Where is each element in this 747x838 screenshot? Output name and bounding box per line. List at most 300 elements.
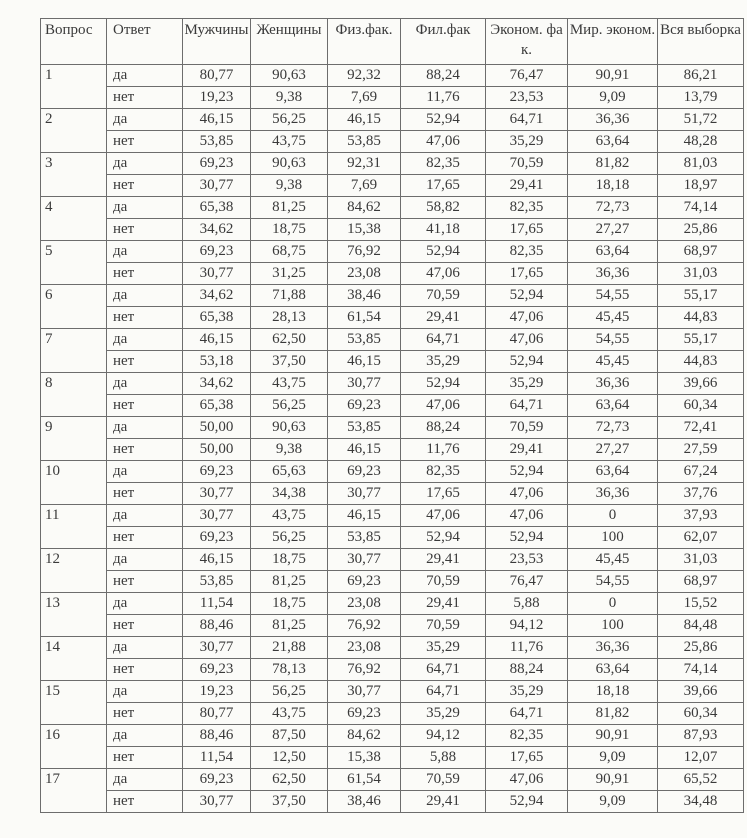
value-cell-men: 11,54 [183, 747, 251, 769]
value-cell-total-sample: 37,76 [658, 483, 744, 505]
value-cell-world-economy: 27,27 [568, 219, 658, 241]
value-cell-total-sample: 31,03 [658, 263, 744, 285]
value-cell-economics: 70,59 [486, 153, 568, 175]
value-cell-men: 80,77 [183, 703, 251, 725]
value-cell-men: 34,62 [183, 285, 251, 307]
value-cell-physics: 23,08 [328, 637, 401, 659]
answer-cell: да [107, 373, 183, 395]
value-cell-men: 69,23 [183, 527, 251, 549]
answer-cell: да [107, 505, 183, 527]
value-cell-world-economy: 90,91 [568, 65, 658, 87]
value-cell-total-sample: 87,93 [658, 725, 744, 747]
answer-cell: да [107, 109, 183, 131]
value-cell-men: 69,23 [183, 769, 251, 791]
value-cell-philology: 70,59 [401, 615, 486, 637]
value-cell-women: 43,75 [251, 131, 328, 153]
table-row [41, 87, 744, 109]
question-number-cell: 1 [41, 65, 107, 109]
value-cell-economics: 35,29 [486, 681, 568, 703]
table-row [41, 351, 744, 373]
value-cell-economics: 88,24 [486, 659, 568, 681]
value-cell-philology: 47,06 [401, 395, 486, 417]
question-number-cell: 12 [41, 549, 107, 593]
value-cell-men: 53,85 [183, 571, 251, 593]
value-cell-total-sample: 68,97 [658, 571, 744, 593]
value-cell-economics: 47,06 [486, 307, 568, 329]
table-row [41, 725, 744, 747]
table-row [41, 373, 744, 395]
value-cell-physics: 46,15 [328, 109, 401, 131]
table-row [41, 109, 744, 131]
question-number-cell: 3 [41, 153, 107, 197]
value-cell-economics: 52,94 [486, 285, 568, 307]
value-cell-philology: 47,06 [401, 505, 486, 527]
answer-cell: да [107, 593, 183, 615]
value-cell-total-sample: 37,93 [658, 505, 744, 527]
value-cell-world-economy: 81,82 [568, 153, 658, 175]
answer-cell: нет [107, 791, 183, 813]
answer-cell: да [107, 681, 183, 703]
value-cell-women: 81,25 [251, 571, 328, 593]
value-cell-world-economy: 81,82 [568, 703, 658, 725]
value-cell-philology: 64,71 [401, 681, 486, 703]
value-cell-philology: 82,35 [401, 461, 486, 483]
value-cell-women: 81,25 [251, 197, 328, 219]
value-cell-world-economy: 0 [568, 593, 658, 615]
value-cell-women: 90,63 [251, 65, 328, 87]
answer-cell: да [107, 417, 183, 439]
header-answer: Ответ [107, 19, 183, 65]
value-cell-world-economy: 90,91 [568, 725, 658, 747]
value-cell-men: 50,00 [183, 439, 251, 461]
question-number-cell: 14 [41, 637, 107, 681]
value-cell-women: 9,38 [251, 87, 328, 109]
answer-cell: нет [107, 747, 183, 769]
table-row [41, 153, 744, 175]
value-cell-physics: 23,08 [328, 593, 401, 615]
value-cell-economics: 35,29 [486, 131, 568, 153]
question-number-cell: 2 [41, 109, 107, 153]
question-number-cell: 13 [41, 593, 107, 637]
value-cell-philology: 35,29 [401, 637, 486, 659]
value-cell-economics: 35,29 [486, 373, 568, 395]
value-cell-women: 56,25 [251, 109, 328, 131]
value-cell-philology: 52,94 [401, 109, 486, 131]
value-cell-women: 37,50 [251, 351, 328, 373]
value-cell-total-sample: 48,28 [658, 131, 744, 153]
value-cell-physics: 30,77 [328, 681, 401, 703]
table-row [41, 285, 744, 307]
value-cell-total-sample: 55,17 [658, 285, 744, 307]
value-cell-women: 71,88 [251, 285, 328, 307]
value-cell-economics: 64,71 [486, 395, 568, 417]
table-row [41, 65, 744, 87]
value-cell-philology: 88,24 [401, 417, 486, 439]
header-total-sample: Вся выборка [658, 19, 744, 65]
value-cell-men: 30,77 [183, 263, 251, 285]
value-cell-economics: 47,06 [486, 329, 568, 351]
value-cell-total-sample: 84,48 [658, 615, 744, 637]
value-cell-total-sample: 65,52 [658, 769, 744, 791]
value-cell-economics: 82,35 [486, 197, 568, 219]
value-cell-philology: 29,41 [401, 549, 486, 571]
value-cell-physics: 61,54 [328, 307, 401, 329]
value-cell-total-sample: 62,07 [658, 527, 744, 549]
value-cell-men: 30,77 [183, 637, 251, 659]
value-cell-philology: 17,65 [401, 483, 486, 505]
value-cell-economics: 82,35 [486, 241, 568, 263]
value-cell-world-economy: 36,36 [568, 373, 658, 395]
answer-cell: да [107, 725, 183, 747]
answer-cell: да [107, 329, 183, 351]
value-cell-philology: 88,24 [401, 65, 486, 87]
answer-cell: нет [107, 439, 183, 461]
value-cell-economics: 47,06 [486, 483, 568, 505]
value-cell-world-economy: 63,64 [568, 395, 658, 417]
value-cell-men: 65,38 [183, 307, 251, 329]
value-cell-world-economy: 72,73 [568, 197, 658, 219]
value-cell-women: 90,63 [251, 417, 328, 439]
answer-cell: нет [107, 307, 183, 329]
value-cell-physics: 76,92 [328, 615, 401, 637]
value-cell-economics: 17,65 [486, 747, 568, 769]
value-cell-economics: 17,65 [486, 263, 568, 285]
value-cell-philology: 11,76 [401, 87, 486, 109]
value-cell-women: 28,13 [251, 307, 328, 329]
value-cell-physics: 38,46 [328, 285, 401, 307]
table-row [41, 483, 744, 505]
answer-cell: нет [107, 703, 183, 725]
value-cell-world-economy: 27,27 [568, 439, 658, 461]
table-row [41, 241, 744, 263]
value-cell-world-economy: 36,36 [568, 109, 658, 131]
value-cell-men: 69,23 [183, 241, 251, 263]
value-cell-men: 80,77 [183, 65, 251, 87]
value-cell-physics: 15,38 [328, 219, 401, 241]
value-cell-women: 68,75 [251, 241, 328, 263]
header-philology: Фил.фак [401, 19, 486, 65]
value-cell-world-economy: 63,64 [568, 131, 658, 153]
value-cell-men: 11,54 [183, 593, 251, 615]
value-cell-world-economy: 36,36 [568, 483, 658, 505]
value-cell-philology: 29,41 [401, 791, 486, 813]
answer-cell: нет [107, 175, 183, 197]
value-cell-physics: 76,92 [328, 659, 401, 681]
value-cell-men: 69,23 [183, 153, 251, 175]
value-cell-total-sample: 60,34 [658, 703, 744, 725]
answer-cell: нет [107, 87, 183, 109]
answer-cell: да [107, 197, 183, 219]
value-cell-total-sample: 74,14 [658, 197, 744, 219]
value-cell-physics: 30,77 [328, 549, 401, 571]
answer-cell: да [107, 153, 183, 175]
value-cell-total-sample: 67,24 [658, 461, 744, 483]
value-cell-physics: 84,62 [328, 725, 401, 747]
value-cell-world-economy: 18,18 [568, 681, 658, 703]
answer-cell: нет [107, 615, 183, 637]
value-cell-total-sample: 60,34 [658, 395, 744, 417]
value-cell-world-economy: 45,45 [568, 307, 658, 329]
value-cell-philology: 52,94 [401, 241, 486, 263]
table-row [41, 791, 744, 813]
table-row [41, 637, 744, 659]
value-cell-physics: 76,92 [328, 241, 401, 263]
value-cell-philology: 82,35 [401, 153, 486, 175]
answer-cell: да [107, 549, 183, 571]
question-number-cell: 10 [41, 461, 107, 505]
value-cell-physics: 69,23 [328, 571, 401, 593]
answer-cell: нет [107, 483, 183, 505]
value-cell-world-economy: 36,36 [568, 637, 658, 659]
question-number-cell: 11 [41, 505, 107, 549]
value-cell-total-sample: 13,79 [658, 87, 744, 109]
value-cell-total-sample: 44,83 [658, 351, 744, 373]
table-row [41, 307, 744, 329]
value-cell-physics: 92,31 [328, 153, 401, 175]
table-row [41, 527, 744, 549]
value-cell-physics: 84,62 [328, 197, 401, 219]
value-cell-physics: 69,23 [328, 461, 401, 483]
value-cell-physics: 69,23 [328, 703, 401, 725]
value-cell-physics: 46,15 [328, 505, 401, 527]
table-row [41, 219, 744, 241]
value-cell-men: 88,46 [183, 615, 251, 637]
value-cell-total-sample: 81,03 [658, 153, 744, 175]
value-cell-men: 34,62 [183, 373, 251, 395]
value-cell-economics: 52,94 [486, 461, 568, 483]
value-cell-women: 21,88 [251, 637, 328, 659]
value-cell-total-sample: 39,66 [658, 681, 744, 703]
value-cell-men: 65,38 [183, 395, 251, 417]
value-cell-men: 88,46 [183, 725, 251, 747]
value-cell-economics: 82,35 [486, 725, 568, 747]
header-world-economy: Мир. эконом. [568, 19, 658, 65]
value-cell-men: 30,77 [183, 505, 251, 527]
value-cell-total-sample: 12,07 [658, 747, 744, 769]
answer-cell: да [107, 769, 183, 791]
value-cell-world-economy: 100 [568, 615, 658, 637]
value-cell-total-sample: 25,86 [658, 219, 744, 241]
value-cell-economics: 23,53 [486, 549, 568, 571]
value-cell-world-economy: 45,45 [568, 351, 658, 373]
value-cell-economics: 29,41 [486, 439, 568, 461]
value-cell-economics: 5,88 [486, 593, 568, 615]
table-row [41, 615, 744, 637]
table-row [41, 175, 744, 197]
value-cell-physics: 30,77 [328, 483, 401, 505]
question-number-cell: 4 [41, 197, 107, 241]
value-cell-world-economy: 9,09 [568, 747, 658, 769]
table-row [41, 571, 744, 593]
table-row [41, 417, 744, 439]
value-cell-women: 43,75 [251, 373, 328, 395]
value-cell-philology: 58,82 [401, 197, 486, 219]
question-number-cell: 6 [41, 285, 107, 329]
value-cell-women: 90,63 [251, 153, 328, 175]
value-cell-physics: 69,23 [328, 395, 401, 417]
value-cell-economics: 23,53 [486, 87, 568, 109]
value-cell-philology: 29,41 [401, 593, 486, 615]
value-cell-philology: 47,06 [401, 263, 486, 285]
value-cell-philology: 64,71 [401, 329, 486, 351]
table-row [41, 329, 744, 351]
header-physics: Физ.фак. [328, 19, 401, 65]
value-cell-physics: 53,85 [328, 131, 401, 153]
value-cell-world-economy: 18,18 [568, 175, 658, 197]
answer-cell: да [107, 65, 183, 87]
value-cell-philology: 52,94 [401, 527, 486, 549]
answer-cell: да [107, 637, 183, 659]
value-cell-women: 81,25 [251, 615, 328, 637]
value-cell-women: 37,50 [251, 791, 328, 813]
header-women: Женщины [251, 19, 328, 65]
table-row [41, 549, 744, 571]
value-cell-women: 34,38 [251, 483, 328, 505]
value-cell-economics: 52,94 [486, 351, 568, 373]
value-cell-philology: 70,59 [401, 769, 486, 791]
value-cell-women: 43,75 [251, 703, 328, 725]
table-row [41, 263, 744, 285]
value-cell-physics: 30,77 [328, 373, 401, 395]
value-cell-philology: 47,06 [401, 131, 486, 153]
value-cell-total-sample: 18,97 [658, 175, 744, 197]
value-cell-world-economy: 100 [568, 527, 658, 549]
value-cell-women: 18,75 [251, 593, 328, 615]
value-cell-economics: 64,71 [486, 109, 568, 131]
value-cell-women: 31,25 [251, 263, 328, 285]
value-cell-women: 62,50 [251, 329, 328, 351]
value-cell-men: 69,23 [183, 461, 251, 483]
value-cell-total-sample: 44,83 [658, 307, 744, 329]
value-cell-economics: 64,71 [486, 703, 568, 725]
answer-cell: нет [107, 527, 183, 549]
value-cell-physics: 15,38 [328, 747, 401, 769]
value-cell-philology: 41,18 [401, 219, 486, 241]
answer-cell: да [107, 461, 183, 483]
value-cell-total-sample: 68,97 [658, 241, 744, 263]
value-cell-economics: 52,94 [486, 791, 568, 813]
value-cell-women: 9,38 [251, 175, 328, 197]
value-cell-total-sample: 74,14 [658, 659, 744, 681]
value-cell-physics: 38,46 [328, 791, 401, 813]
value-cell-philology: 70,59 [401, 285, 486, 307]
value-cell-philology: 70,59 [401, 571, 486, 593]
value-cell-philology: 11,76 [401, 439, 486, 461]
value-cell-philology: 35,29 [401, 703, 486, 725]
answer-cell: нет [107, 263, 183, 285]
table-row [41, 197, 744, 219]
table-row [41, 505, 744, 527]
value-cell-physics: 46,15 [328, 351, 401, 373]
value-cell-world-economy: 63,64 [568, 659, 658, 681]
value-cell-women: 56,25 [251, 681, 328, 703]
answer-cell: нет [107, 571, 183, 593]
answer-cell: нет [107, 659, 183, 681]
value-cell-men: 30,77 [183, 483, 251, 505]
value-cell-men: 46,15 [183, 329, 251, 351]
value-cell-world-economy: 90,91 [568, 769, 658, 791]
value-cell-economics: 47,06 [486, 505, 568, 527]
value-cell-philology: 64,71 [401, 659, 486, 681]
table-row [41, 769, 744, 791]
value-cell-men: 65,38 [183, 197, 251, 219]
answer-cell: нет [107, 351, 183, 373]
value-cell-economics: 94,12 [486, 615, 568, 637]
value-cell-women: 65,63 [251, 461, 328, 483]
answer-cell: нет [107, 219, 183, 241]
value-cell-men: 69,23 [183, 659, 251, 681]
value-cell-women: 56,25 [251, 527, 328, 549]
question-number-cell: 8 [41, 373, 107, 417]
value-cell-world-economy: 0 [568, 505, 658, 527]
question-number-cell: 5 [41, 241, 107, 285]
value-cell-economics: 11,76 [486, 637, 568, 659]
value-cell-women: 87,50 [251, 725, 328, 747]
value-cell-world-economy: 54,55 [568, 285, 658, 307]
table-row [41, 659, 744, 681]
value-cell-women: 62,50 [251, 769, 328, 791]
value-cell-total-sample: 86,21 [658, 65, 744, 87]
value-cell-economics: 76,47 [486, 571, 568, 593]
value-cell-economics: 17,65 [486, 219, 568, 241]
value-cell-men: 30,77 [183, 175, 251, 197]
value-cell-economics: 52,94 [486, 527, 568, 549]
value-cell-total-sample: 15,52 [658, 593, 744, 615]
value-cell-total-sample: 31,03 [658, 549, 744, 571]
value-cell-economics: 29,41 [486, 175, 568, 197]
value-cell-philology: 17,65 [401, 175, 486, 197]
answer-cell: нет [107, 395, 183, 417]
table-row [41, 681, 744, 703]
table-row [41, 131, 744, 153]
value-cell-men: 19,23 [183, 681, 251, 703]
value-cell-total-sample: 55,17 [658, 329, 744, 351]
value-cell-economics: 70,59 [486, 417, 568, 439]
answer-cell: нет [107, 131, 183, 153]
value-cell-physics: 53,85 [328, 329, 401, 351]
value-cell-world-economy: 72,73 [568, 417, 658, 439]
table-row [41, 395, 744, 417]
value-cell-world-economy: 63,64 [568, 241, 658, 263]
value-cell-men: 19,23 [183, 87, 251, 109]
value-cell-world-economy: 54,55 [568, 571, 658, 593]
value-cell-men: 46,15 [183, 549, 251, 571]
question-number-cell: 9 [41, 417, 107, 461]
value-cell-philology: 29,41 [401, 307, 486, 329]
table-row [41, 461, 744, 483]
answer-cell: да [107, 285, 183, 307]
value-cell-physics: 46,15 [328, 439, 401, 461]
value-cell-men: 53,85 [183, 131, 251, 153]
value-cell-world-economy: 9,09 [568, 87, 658, 109]
question-number-cell: 17 [41, 769, 107, 813]
value-cell-world-economy: 9,09 [568, 791, 658, 813]
value-cell-women: 43,75 [251, 505, 328, 527]
table-row [41, 703, 744, 725]
value-cell-world-economy: 63,64 [568, 461, 658, 483]
value-cell-philology: 52,94 [401, 373, 486, 395]
table-header-row [41, 19, 744, 65]
value-cell-women: 56,25 [251, 395, 328, 417]
value-cell-total-sample: 27,59 [658, 439, 744, 461]
table-row [41, 593, 744, 615]
value-cell-total-sample: 34,48 [658, 791, 744, 813]
survey-results-table [40, 18, 744, 813]
value-cell-economics: 47,06 [486, 769, 568, 791]
header-economics: Эконом. фак. [486, 19, 568, 65]
value-cell-women: 18,75 [251, 549, 328, 571]
value-cell-physics: 61,54 [328, 769, 401, 791]
